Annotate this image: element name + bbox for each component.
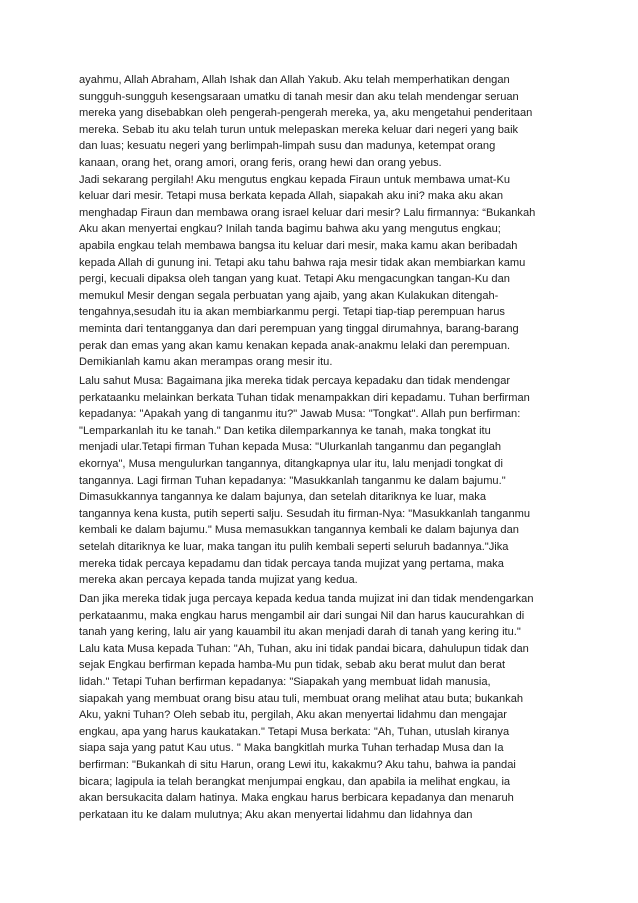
text-line: meminta dari tentangganya dan dari perempuan yang tinggal dirumahnya, barang-barang — [79, 322, 519, 335]
text-line: siapakah yang membuat orang bisu atau tuli, membuat orang melihat atau buta; bukankah — [79, 692, 524, 705]
text-line: siapa saja yang patut Kau utus. " Maka bangkitlah murka Tuhan terhadap Musa dan Ia — [79, 742, 504, 755]
text-line: apabila engkau telah membawa bangsa itu keluar dari mesir, maka kamu akan beribadah — [79, 239, 518, 252]
text-line: mereka. Sebab itu aku telah turun untuk melepaskan mereka keluar dari negeri yang baik — [79, 123, 519, 136]
text-line: Aku akan menyertai engkau? Inilah tanda bagimu bahwa aku yang mengutus engkau; — [79, 223, 501, 236]
text-line: dan luas; kesuatu negeri yang berlimpah-limpah susu dan madunya, ketempat orang — [79, 140, 496, 153]
text-line: mereka akan percaya kepada tanda mujizat yang kedua. — [79, 574, 358, 587]
text-line: berfirman: "Bukankah di situ Harun, orang Lewi itu, kakakmu? Aku tahu, bahwa ia pandai — [79, 758, 516, 771]
text-line: perkataan itu ke dalam mulutnya; Aku akan menyertai lidahmu dan lidahnya dan — [79, 808, 473, 821]
text-line: sungguh-sungguh kesengsaraan umatku di tanah mesir dan aku telah mendengar seruan — [79, 90, 519, 103]
text-line: menjadi ular.Tetapi firman Tuhan kepada Musa: "Ulurkanlah tanganmu dan peganglah — [79, 441, 502, 454]
text-line: Lalu sahut Musa: Bagaimana jika mereka tidak percaya kepadaku dan tidak mendengar — [79, 375, 511, 387]
text-line: tangannya. Lagi firman Tuhan kepadanya: "Masukkanlah tanganmu ke dalam bajumu." — [79, 474, 506, 487]
text-line: perkataanku melainkan berkata Tuhan tidak menampakkan diri kepadamu. Tuhan berfirman — [79, 391, 530, 404]
text-line: akan bersukacita dalam hatinya. Maka engkau harus berbicara kepadanya dan menaruh — [79, 792, 514, 805]
text-line: ayahmu, Allah Abraham, Allah Ishak dan Allah Yakub. Aku telah memperhatikan dengan — [79, 74, 510, 86]
text-line: bicara; lagipula ia telah berangkat menjumpai engkau, dan apabila ia melihat engkau, ia — [79, 775, 511, 788]
paragraph-3 — [79, 591, 564, 823]
text-line: Dan jika mereka tidak juga percaya kepada kedua tanda mujizat ini dan tidak mendengarkan — [79, 593, 534, 605]
text-line: lidah." Tetapi Tuhan berfirman kepadanya: "Siapakah yang membuat lidah manusia, — [79, 675, 491, 688]
text-line: perkataanmu, maka engkau harus mengambil air dari sungai Nil dan harus kaucurahkan di — [79, 609, 525, 622]
text-line: kanaan, orang het, orang amori, orang feris, orang hewi dan orang yebus. — [79, 156, 442, 169]
text-line: Jadi sekarang pergilah! Aku mengutus engkau kepada Firaun untuk membawa umat-Ku — [79, 173, 511, 186]
text-line: "Lemparkanlah itu ke tanah." Dan ketika dilemparkannya ke tanah, maka tongkat itu — [79, 424, 491, 437]
text-line: kepada Allah di gunung ini. Tetapi aku tahu bahwa raja mesir tidak akan membiarkan kamu — [79, 256, 526, 269]
text-line: Dimasukkannya tangannya ke dalam bajunya, dan setelah ditariknya ke luar, maka — [79, 491, 487, 504]
text-line: ekornya", Musa mengulurkan tangannya, ditangkapnya ular itu, lalu menjadi tongkat di — [79, 457, 503, 470]
text-line: tanah yang kering, lalu air yang kauambil itu akan menjadi darah di tanah yang kering itu." — [79, 626, 521, 639]
paragraph-1 — [79, 72, 564, 371]
text-line: Demikianlah kamu akan merampas orang mesir itu. — [79, 356, 333, 369]
text-line: keluar dari mesir. Tetapi musa berkata kepada Allah, siapakah aku ini? maka aku akan — [79, 190, 504, 203]
text-line: pergi, kecuali dipaksa oleh tangan yang kuat. Tetapi Aku mengacungkan tangan-Ku dan — [79, 273, 510, 286]
text-line: memukul Mesir dengan segala perbuatan yang ajaib, yang akan Kulakukan ditengah- — [79, 289, 499, 302]
text-line: Aku, yakni Tuhan? Oleh sebab itu, pergilah, Aku akan menyertai lidahmu dan mengajar — [79, 709, 507, 722]
text-line: mereka yang disebabkan oleh pengerah-pengerah mereka, ya, aku mengetahui penderitaan — [79, 107, 533, 120]
paragraph-2 — [79, 373, 564, 589]
text-line: kembali ke dalam bajumu." Musa memasukkan tangannya kembali ke dalam bajunya dan — [79, 524, 519, 537]
text-line: tengahnya,sesudah itu ia akan membiarkanmu pergi. Tetapi tiap-tiap perempuan harus — [79, 306, 505, 319]
text-line: setelah ditariknya ke luar, maka tangan itu pulih kembali seperti seluruh badannya."Jika — [79, 540, 509, 553]
text-line: menghadap Firaun dan membawa orang israel keluar dari mesir? Lalu firmannya: “Bukankah — [79, 206, 536, 219]
text-line: Lalu kata Musa kepada Tuhan: "Ah, Tuhan, aku ini tidak pandai bicara, dahulupun tidak dan — [79, 642, 529, 655]
text-line: tangannya kena kusta, putih seperti salju. Sesudah itu firman-Nya: "Masukkanlah tanganmu — [79, 507, 531, 520]
text-line: engkau, apa yang harus kaukatakan." Tetapi Musa berkata: "Ah, Tuhan, utuslah kiranya — [79, 725, 510, 738]
text-line: sejak Engkau berfirman kepada hamba-Mu pun tidak, sebab aku berat mulut dan berat — [79, 659, 506, 672]
text-line: perak dan emas yang akan kamu kenakan kepada anak-anakmu lelaki dan perempuan. — [79, 339, 511, 352]
text-line: kepadanya: "Apakah yang di tanganmu itu?" Jawab Musa: "Tongkat". Allah pun berfirman: — [79, 408, 521, 421]
text-line: mereka tidak percaya kepadamu dan tidak percaya tanda mujizat yang pertama, maka — [79, 557, 504, 570]
